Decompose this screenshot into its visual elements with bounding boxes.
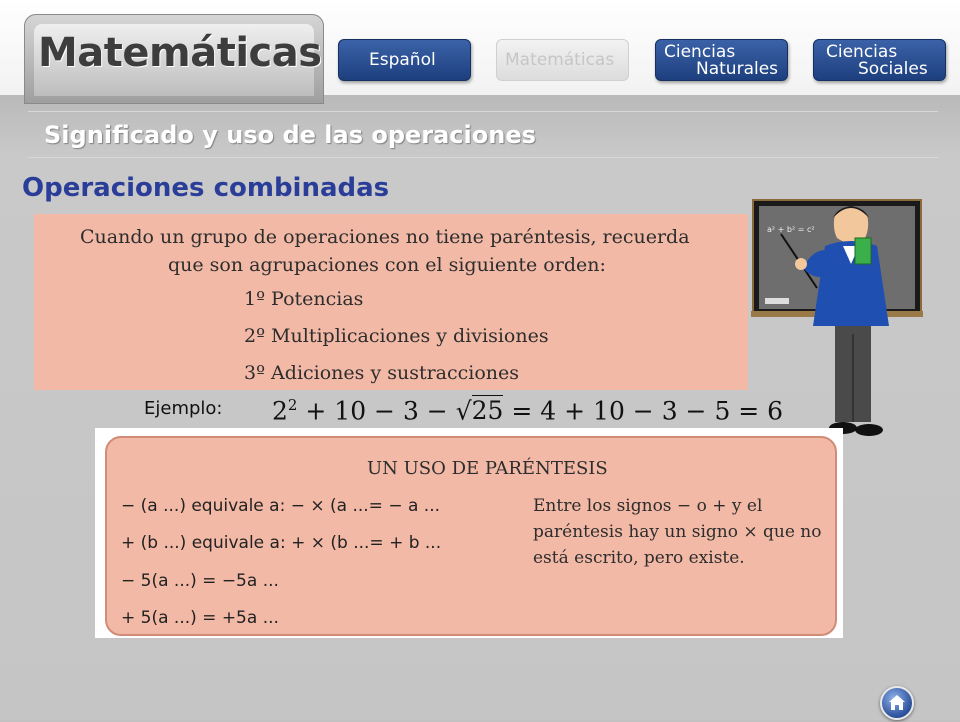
sqrt-symbol: √ xyxy=(455,396,472,426)
parentheses-box xyxy=(105,436,837,636)
rule-item: 1º Potencias xyxy=(244,288,364,310)
nav-matematicas-button[interactable]: Matemáticas xyxy=(496,39,629,81)
example-label: Ejemplo: xyxy=(144,398,223,419)
logo: Matemáticas xyxy=(38,30,322,76)
parentheses-rule: + 5(a ...) = +5a ... xyxy=(121,608,279,628)
parentheses-panel xyxy=(95,428,843,638)
chalkboard-text: a² + b² = c² xyxy=(767,225,815,234)
home-icon[interactable] xyxy=(880,686,914,720)
section-title: Significado y uso de las operaciones xyxy=(44,121,536,149)
teacher-illustration xyxy=(745,198,935,440)
logo-tab xyxy=(24,14,324,104)
rule-item: 3º Adiciones y sustracciones xyxy=(244,362,520,384)
page-subtitle: Operaciones combinadas xyxy=(22,173,390,203)
parentheses-rule: − (a ...) equivale a: − × (a ...= − a ... xyxy=(121,496,440,516)
nav-espanol-button[interactable]: Español xyxy=(338,39,471,81)
nav-ciencias-naturales-button[interactable]: Ciencias Naturales xyxy=(655,39,788,81)
parentheses-rule: − 5(a ...) = −5a ... xyxy=(121,571,279,591)
rule-item: 2º Multiplicaciones y divisiones xyxy=(244,325,549,347)
parentheses-title: UN USO DE PARÉNTESIS xyxy=(367,458,608,479)
example-formula: $2^2 + 10 - 3 - √25 = 4 + 10 - 3 - 5 = 6$ xyxy=(272,396,784,426)
rule-box xyxy=(34,214,748,390)
nav-ciencias-sociales-button[interactable]: Ciencias Sociales xyxy=(813,39,946,81)
rule-line-1: Cuando un grupo de operaciones no tiene paréntesis, recuerda xyxy=(80,226,690,248)
parentheses-note: Entre los signos − o + y el paréntesis hay un signo × que no está escrito, pero existe. xyxy=(533,496,822,568)
parentheses-rule: + (b ...) equivale a: + × (b ...= + b ... xyxy=(121,533,442,553)
rule-line-2: que son agrupaciones con el siguiente orden: xyxy=(168,254,606,276)
